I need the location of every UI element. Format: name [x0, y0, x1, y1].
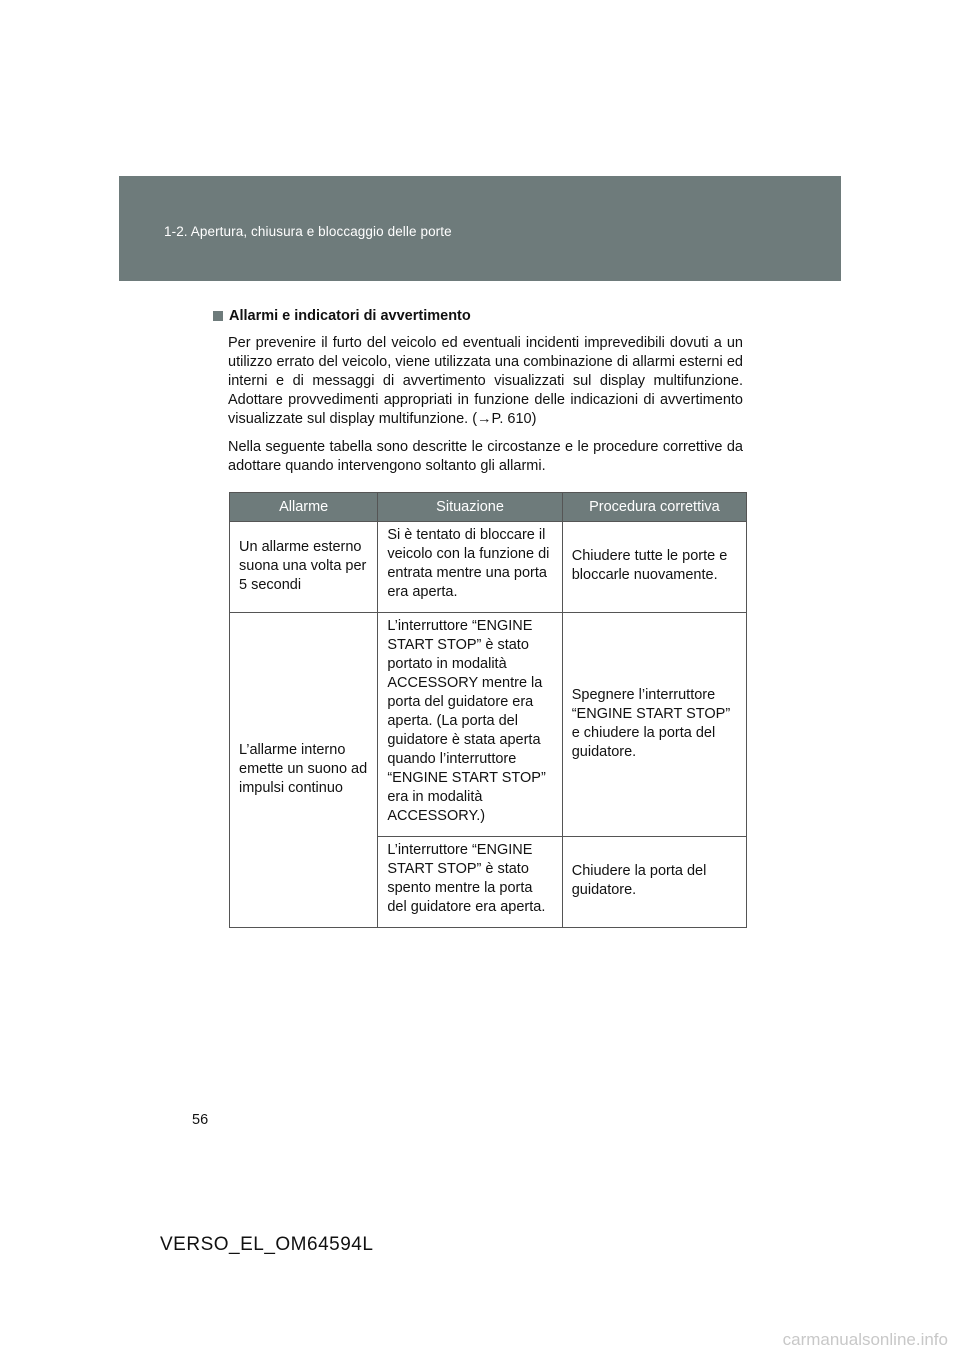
section-header-band: [119, 176, 841, 281]
section-title: 1-2. Apertura, chiusura e bloccaggio delle porte: [164, 224, 452, 239]
table-intro-paragraph: Nella seguente tabella sono descritte le circostanze e le procedure correttive da adottare quando intervengono soltanto gli allarmi.: [228, 439, 743, 474]
watermark-text: carmanualsonline.info: [782, 1330, 948, 1349]
procedure-cell: Chiudere tutte le porte e bloccarle nuovamente.: [562, 522, 746, 613]
document-code: VERSO_EL_OM64594L: [160, 1234, 374, 1255]
situation-cell: L’interruttore “ENGINE START STOP” è stato portato in modalità ACCESSORY mentre la porta del guidatore era aperta. (La porta del guidatore è stata aperta quando l’interruttore “ENGINE START STOP” era in modalità ACCESSORY.): [378, 613, 562, 837]
procedure-cell: Chiudere la porta del guidatore.: [562, 837, 746, 928]
procedure-cell: Spegnere l’interruttore “ENGINE START STOP” e chiudere la porta del guidatore.: [562, 613, 746, 837]
main-content: [213, 308, 743, 485]
square-bullet-icon: [213, 311, 223, 321]
page-number: 56: [192, 1112, 209, 1128]
column-header-procedure: Procedura correttiva: [562, 493, 746, 522]
table-row: [230, 522, 747, 613]
alarm-cell: L’allarme interno emette un suono ad impulsi continuo: [230, 613, 378, 928]
subsection-heading-text: Allarmi e indicatori di avvertimento: [229, 308, 471, 324]
alarm-cell: Un allarme esterno suona una volta per 5 secondi: [230, 522, 378, 613]
column-header-situation: Situazione: [378, 493, 562, 522]
alarms-table: [229, 492, 747, 928]
column-header-alarm: Allarme: [230, 493, 378, 522]
table-row: [230, 613, 747, 837]
table-header-row: [230, 493, 747, 522]
situation-cell: L’interruttore “ENGINE START STOP” è stato spento mentre la porta del guidatore era aperta.: [378, 837, 562, 928]
situation-cell: Si è tentato di bloccare il veicolo con la funzione di entrata mentre una porta era aperta.: [378, 522, 562, 613]
intro-paragraph: Per prevenire il furto del veicolo ed eventuali incidenti imprevedibili dovuti a un utilizzo errato del veicolo, viene utilizzata una combinazione di allarmi esterni ed interni e di messaggi di avvertimento visualizzati sul display multifunzione. Adottare provvedimenti appropriati in funzione delle indicazioni di avvertimento visualizzate sul display multifunzione. (→P. 610): [228, 335, 743, 427]
subsection-heading: [213, 308, 743, 324]
